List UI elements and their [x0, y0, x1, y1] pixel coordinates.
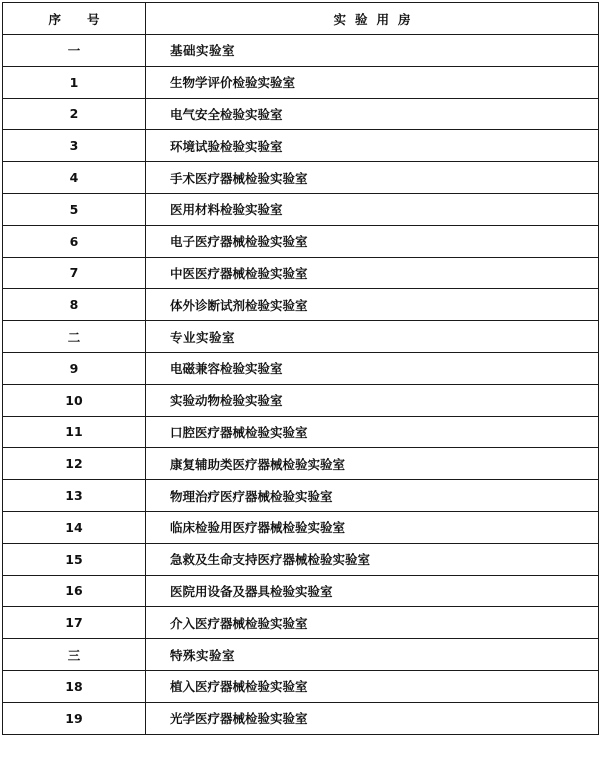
table-row — [3, 416, 599, 448]
serial-number-cell: 16 — [3, 575, 146, 607]
serial-number-cell: 14 — [3, 511, 146, 543]
table-row — [3, 289, 599, 321]
table-section-row — [3, 321, 599, 353]
lab-room-cell: 电子医疗器械检验实验室 — [146, 225, 599, 257]
serial-number-cell: 17 — [3, 607, 146, 639]
table-section-row — [3, 639, 599, 671]
serial-number-cell: 13 — [3, 480, 146, 512]
serial-number-cell: 3 — [3, 130, 146, 162]
table-row — [3, 352, 599, 384]
table-row — [3, 193, 599, 225]
header-lab-room: 实验用房 — [146, 3, 599, 35]
table-row — [3, 225, 599, 257]
serial-number-cell: 11 — [3, 416, 146, 448]
table-row — [3, 702, 599, 734]
lab-room-cell: 介入医疗器械检验实验室 — [146, 607, 599, 639]
lab-room-table — [2, 2, 599, 735]
serial-number-cell: 15 — [3, 543, 146, 575]
serial-number-cell: 9 — [3, 352, 146, 384]
lab-room-cell: 临床检验用医疗器械检验实验室 — [146, 511, 599, 543]
serial-number-cell: 19 — [3, 702, 146, 734]
table-row — [3, 448, 599, 480]
lab-room-cell: 医院用设备及器具检验实验室 — [146, 575, 599, 607]
table-section-row — [3, 35, 599, 67]
table-row — [3, 66, 599, 98]
header-serial-number: 序号 — [3, 3, 146, 35]
serial-number-cell: 二 — [3, 321, 146, 353]
table-row — [3, 575, 599, 607]
lab-room-cell: 口腔医疗器械检验实验室 — [146, 416, 599, 448]
serial-number-cell: 一 — [3, 35, 146, 67]
serial-number-cell: 5 — [3, 193, 146, 225]
table-row — [3, 130, 599, 162]
serial-number-cell: 4 — [3, 162, 146, 194]
lab-room-cell: 特殊实验室 — [146, 639, 599, 671]
lab-room-cell: 实验动物检验实验室 — [146, 384, 599, 416]
lab-room-cell: 康复辅助类医疗器械检验实验室 — [146, 448, 599, 480]
table-row — [3, 162, 599, 194]
lab-room-cell: 环境试验检验实验室 — [146, 130, 599, 162]
serial-number-cell: 7 — [3, 257, 146, 289]
lab-room-cell: 体外诊断试剂检验实验室 — [146, 289, 599, 321]
lab-room-cell: 急救及生命支持医疗器械检验实验室 — [146, 543, 599, 575]
serial-number-cell: 10 — [3, 384, 146, 416]
lab-room-cell: 专业实验室 — [146, 321, 599, 353]
serial-number-cell: 6 — [3, 225, 146, 257]
table-row — [3, 257, 599, 289]
serial-number-cell: 12 — [3, 448, 146, 480]
table-row — [3, 543, 599, 575]
table-header-row — [3, 3, 599, 35]
serial-number-cell: 1 — [3, 66, 146, 98]
serial-number-cell: 8 — [3, 289, 146, 321]
table-row — [3, 98, 599, 130]
lab-room-cell: 电气安全检验实验室 — [146, 98, 599, 130]
lab-room-cell: 植入医疗器械检验实验室 — [146, 670, 599, 702]
lab-room-cell: 物理治疗医疗器械检验实验室 — [146, 480, 599, 512]
table-body — [3, 35, 599, 735]
table-row — [3, 480, 599, 512]
lab-room-cell: 光学医疗器械检验实验室 — [146, 702, 599, 734]
lab-room-cell: 中医医疗器械检验实验室 — [146, 257, 599, 289]
serial-number-cell: 18 — [3, 670, 146, 702]
lab-room-cell: 医用材料检验实验室 — [146, 193, 599, 225]
table-row — [3, 670, 599, 702]
lab-room-cell: 生物学评价检验实验室 — [146, 66, 599, 98]
lab-room-cell: 基础实验室 — [146, 35, 599, 67]
serial-number-cell: 2 — [3, 98, 146, 130]
table-row — [3, 607, 599, 639]
table-row — [3, 384, 599, 416]
serial-number-cell: 三 — [3, 639, 146, 671]
lab-room-cell: 手术医疗器械检验实验室 — [146, 162, 599, 194]
lab-room-cell: 电磁兼容检验实验室 — [146, 352, 599, 384]
table-row — [3, 511, 599, 543]
